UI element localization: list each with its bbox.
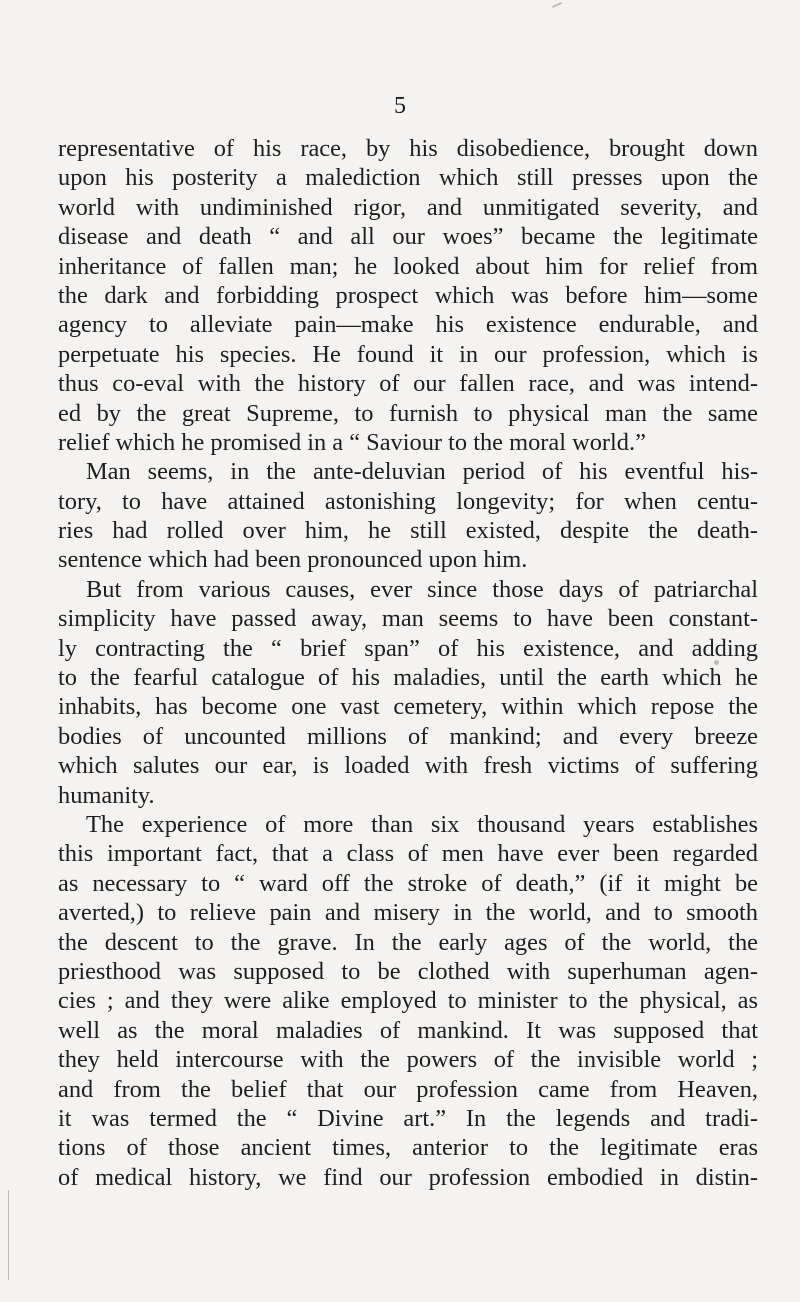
text-line: averted,) to relieve pain and misery in the world, and to smooth [58, 899, 758, 927]
text-line: perpetuate his species. He found it in our profession, which is [58, 340, 758, 368]
text-line: agency to alleviate pain—make his existence endurable, and [58, 311, 758, 339]
text-line: ly contracting the “ brief span” of his existence, and adding [58, 634, 758, 662]
text-line: inheritance of fallen man; he looked about him for relief from [58, 252, 758, 280]
text-line: upon his posterity a malediction which still presses upon the [58, 164, 758, 192]
text-line: disease and death “ and all our woes” became the legitimate [58, 223, 758, 251]
text-line: simplicity have passed away, man seems to have been constant- [58, 605, 758, 633]
text-line: sentence which had been pronounced upon him. [58, 546, 528, 574]
text-line: relief which he promised in a “ Saviour to the moral world.” [58, 428, 646, 456]
text-line: the descent to the grave. In the early ages of the world, the [58, 928, 758, 956]
text-line: representative of his race, by his disobedience, brought down [58, 135, 758, 162]
paper-mark [552, 2, 562, 8]
text-line: the dark and forbidding prospect which was before him—some [58, 281, 758, 309]
text-line: this important fact, that a class of men have ever been regarded [58, 840, 758, 868]
text-line: inhabits, has become one vast cemetery, within which repose the [58, 693, 758, 721]
text-line: humanity. [58, 781, 155, 809]
text-line: ed by the great Supreme, to furnish to physical man the same [58, 399, 758, 427]
text-line: bodies of uncounted millions of mankind; and every breeze [58, 722, 758, 750]
text-line: thus co-eval with the history of our fallen race, and was intend- [58, 370, 758, 398]
text-line: and from the belief that our profession came from Heaven, [58, 1075, 758, 1103]
text-line: tory, to have attained astonishing longevity; for when centu- [58, 487, 758, 515]
paper-mark [8, 1190, 9, 1280]
text-line: they held intercourse with the powers of the invisible world ; [58, 1046, 758, 1074]
text-line: cies ; and they were alike employed to minister to the physical, as [58, 987, 758, 1015]
text-line: which salutes our ear, is loaded with fresh victims of suffering [58, 752, 758, 780]
text-line: it was termed the “ Divine art.” In the legends and tradi- [58, 1104, 758, 1132]
page-number: 5 [394, 93, 406, 119]
text-line: priesthood was supposed to be clothed with superhuman agen- [58, 957, 758, 985]
body-text [58, 134, 758, 1192]
text-line: The experience of more than six thousand years establishes [86, 810, 758, 838]
text-line: tions of those ancient times, anterior to the legitimate eras [58, 1134, 758, 1162]
text-line: to the fearful catalogue of his maladies, until the earth which he [58, 664, 758, 692]
text-line: ries had rolled over him, he still existed, despite the death- [58, 517, 758, 545]
text-line: Man seems, in the ante-deluvian period of his eventful his- [86, 458, 758, 486]
text-line: But from various causes, ever since those days of patriarchal [86, 575, 758, 603]
text-line: of medical history, we find our profession embodied in distin- [58, 1163, 758, 1191]
text-line: as necessary to “ ward off the stroke of death,” (if it might be [58, 869, 758, 897]
text-line: world with undiminished rigor, and unmitigated severity, and [58, 193, 758, 221]
text-line: well as the moral maladies of mankind. It was supposed that [58, 1016, 758, 1044]
